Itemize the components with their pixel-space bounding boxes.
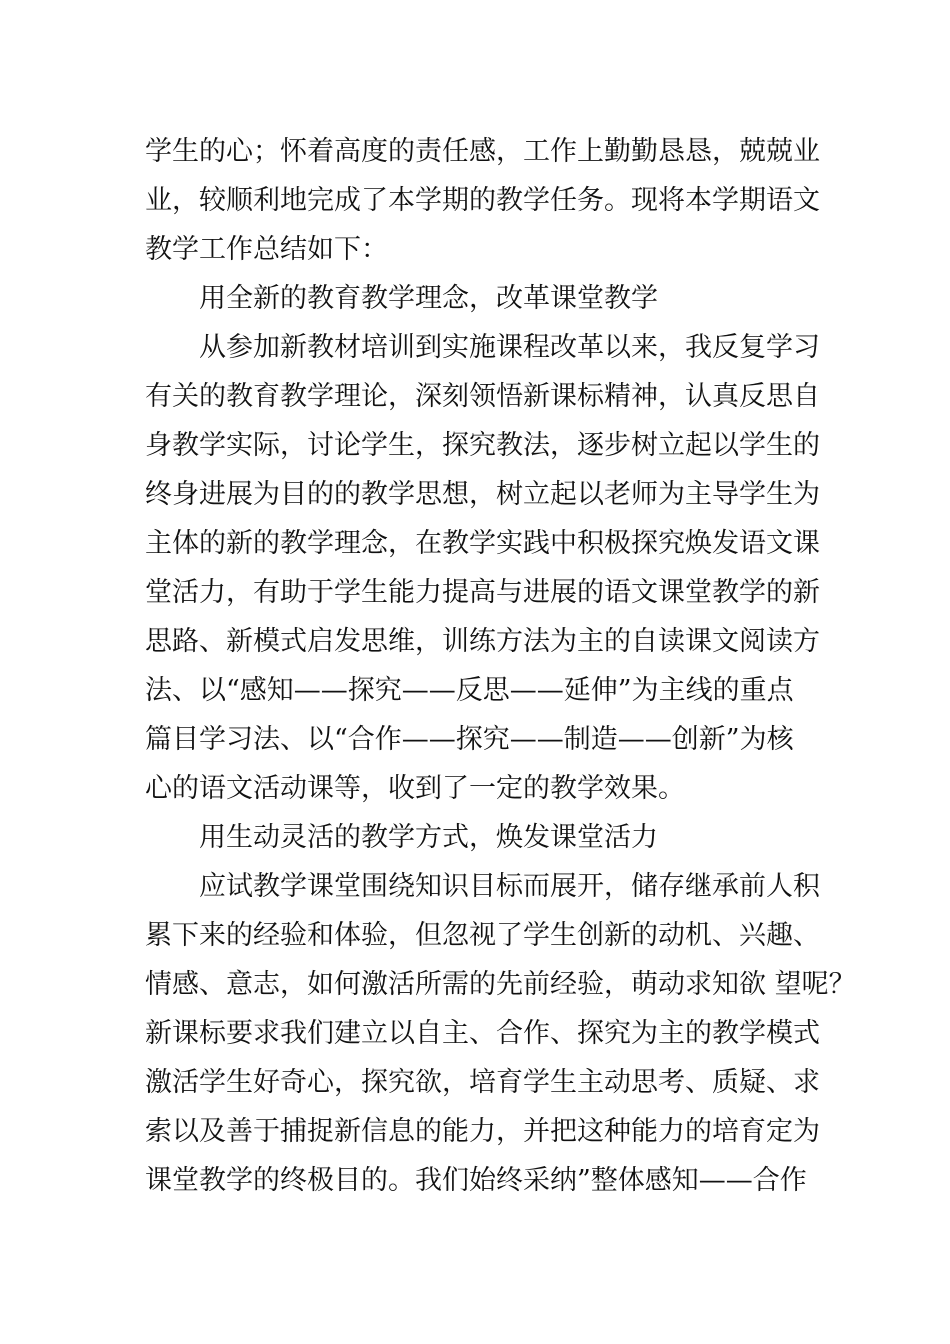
- text-line: 课堂教学的终极目的。我们始终采纳”整体感知——合作: [145, 1165, 807, 1196]
- text-line: 业，较顺利地完成了本学期的教学任务。现将本学期语文: [145, 185, 820, 216]
- text-line: 主体的新的教学理念，在教学实践中积极探究焕发语文课: [145, 528, 820, 559]
- text-line: 篇目学习法、以“合作——探究——制造——创新”为核: [145, 724, 794, 755]
- text-line: 情感、意志，如何激活所需的先前经验，萌动求知欲 望呢？: [145, 969, 856, 1000]
- text-line: 激活学生好奇心，探究欲，培育学生主动思考、质疑、求: [145, 1067, 820, 1098]
- text-line: 终身进展为目的的教学思想，树立起以老师为主导学生为: [145, 479, 820, 510]
- text-line: 思路、新模式启发思维，训练方法为主的自读课文阅读方: [145, 626, 820, 657]
- text-line: 累下来的经验和体验，但忽视了学生创新的动机、兴趣、: [145, 920, 820, 951]
- text-line: 心的语文活动课等，收到了一定的教学效果。: [145, 773, 685, 804]
- paragraph-start: 应试教学课堂围绕知识目标而展开，储存继承前人积: [199, 871, 820, 902]
- text-line: 教学工作总结如下：: [145, 234, 388, 265]
- text-line: 新课标要求我们建立以自主、合作、探究为主的教学模式: [145, 1018, 820, 1049]
- paragraph-start: 从参加新教材培训到实施课程改革以来，我反复学习: [199, 332, 820, 363]
- text-line: 法、以“感知——探究——反思——延伸”为主线的重点: [145, 675, 794, 706]
- section-heading: 用全新的教育教学理念，改革课堂教学: [199, 283, 658, 314]
- text-line: 身教学实际，讨论学生，探究教法，逐步树立起以学生的: [145, 430, 820, 461]
- text-line: 学生的心；怀着高度的责任感，工作上勤勤恳恳，兢兢业: [145, 136, 820, 167]
- text-line: 堂活力，有助于学生能力提高与进展的语文课堂教学的新: [145, 577, 820, 608]
- text-line: 有关的教育教学理论，深刻领悟新课标精神，认真反思自: [145, 381, 820, 412]
- body-text: [145, 127, 856, 1205]
- section-heading: 用生动灵活的教学方式，焕发课堂活力: [199, 822, 658, 853]
- text-line: 索以及善于捕捉新信息的能力，并把这种能力的培育定为: [145, 1116, 820, 1147]
